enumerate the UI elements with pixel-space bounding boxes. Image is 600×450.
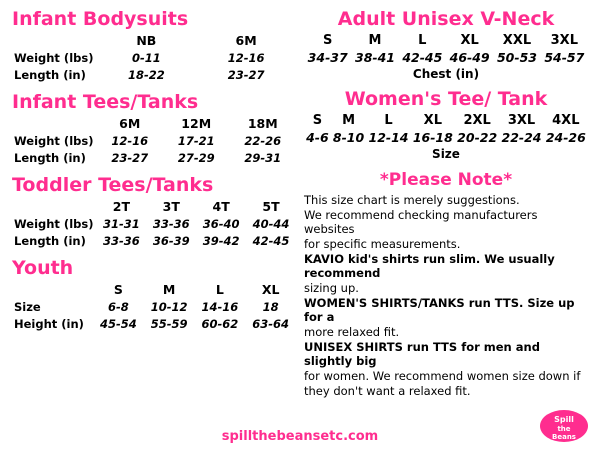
header-size: NB — [136, 33, 157, 49]
size-table-womens — [304, 112, 588, 146]
cell-value: 63-64 — [252, 317, 290, 332]
svg-text:the: the — [557, 425, 571, 433]
section-title: Toddler Tees/Tanks — [12, 173, 214, 196]
row-label: Weight (lbs) — [14, 134, 94, 149]
table-row — [12, 316, 296, 333]
header-size: 6M — [235, 33, 257, 49]
footer-website: spillthebeansetc.com — [221, 429, 379, 444]
cell-value: 20-22 — [457, 129, 498, 145]
cell-value: 42-45 — [402, 49, 443, 65]
cell-value: 42-45 — [252, 234, 290, 249]
cell-value: 14-16 — [201, 300, 239, 315]
header-size: S — [312, 112, 323, 128]
note-line: sizing up. — [304, 280, 359, 295]
row-label: Length (in) — [14, 151, 86, 166]
section-infant-tees-tanks — [12, 90, 296, 167]
table-caption: Size — [432, 146, 460, 161]
section-title: Women's Tee/ Tank — [344, 87, 548, 110]
table-header-row — [12, 198, 296, 216]
cell-value: 24-26 — [545, 129, 586, 145]
section-title: Adult Unisex V-Neck — [337, 8, 555, 30]
header-size: M — [342, 112, 356, 128]
row-label: Weight (lbs) — [14, 217, 94, 232]
note-line: We recommend checking manufacturers websites — [304, 207, 538, 236]
header-size: S — [113, 282, 123, 298]
note-line: they don't want a relaxed fit. — [304, 384, 471, 399]
cell-value: 33-36 — [103, 234, 140, 249]
header-size: 18M — [247, 116, 278, 132]
table-header-row — [304, 112, 588, 129]
table-header-row — [12, 32, 296, 50]
cell-value: 38-41 — [355, 49, 395, 65]
header-size: 12M — [181, 116, 212, 132]
header-blank — [12, 115, 96, 133]
header-blank — [12, 281, 93, 299]
cell-value: 18 — [262, 300, 279, 315]
section-infant-bodysuits — [12, 10, 296, 84]
cell-value: 12-16 — [111, 134, 149, 149]
section-title: Youth — [12, 256, 74, 279]
header-size: 3XL — [507, 112, 536, 128]
note-line: WOMEN'S SHIRTS/TANKS run TTS. Size up for a — [304, 295, 575, 324]
cell-value: 45-54 — [99, 317, 137, 332]
note-title: *Please Note* — [379, 169, 513, 190]
table-row — [304, 49, 588, 66]
table-row — [12, 216, 296, 233]
size-table-adult-unisex — [304, 32, 588, 66]
cell-value: 6-8 — [107, 300, 129, 315]
size-table-infant-tees-tanks — [12, 115, 296, 167]
header-size: XL — [423, 112, 442, 128]
cell-value: 31-31 — [103, 217, 140, 232]
cell-value: 18-22 — [127, 68, 165, 83]
note-line: more relaxed fit. — [304, 325, 400, 340]
header-size: 4T — [212, 199, 230, 215]
cell-value: 55-59 — [150, 317, 188, 332]
header-size: 3XL — [550, 32, 578, 48]
header-size: 4XL — [552, 112, 580, 128]
cell-value: 33-36 — [152, 217, 190, 232]
header-size: 2XL — [463, 112, 491, 128]
table-row — [12, 233, 296, 250]
cell-value: 23-27 — [227, 68, 265, 83]
row-label: Size — [14, 300, 41, 315]
cell-value: 36-40 — [202, 217, 240, 232]
header-blank — [12, 198, 96, 216]
table-row — [304, 129, 588, 146]
row-label: Weight (lbs) — [14, 51, 94, 66]
table-row — [12, 133, 296, 150]
section-title: Infant Bodysuits — [12, 8, 189, 30]
table-row — [12, 299, 296, 316]
cell-value: 34-37 — [307, 49, 348, 65]
note-line: for women. We recommend women size down if — [304, 369, 581, 384]
cell-value: 50-53 — [496, 49, 537, 65]
spill-the-beans-logo-icon — [538, 406, 590, 446]
header-blank — [12, 32, 96, 50]
cell-value: 0-11 — [131, 51, 161, 66]
table-row — [12, 67, 296, 84]
header-size: 5T — [262, 199, 280, 215]
table-header-row — [304, 32, 588, 49]
table-header-row — [12, 281, 296, 299]
cell-value: 22-24 — [501, 129, 542, 145]
header-size: M — [368, 32, 382, 48]
header-size: L — [215, 282, 224, 298]
cell-value: 12-16 — [227, 51, 265, 66]
cell-value: 17-21 — [177, 134, 215, 149]
table-row — [12, 50, 296, 67]
cell-value: 60-62 — [201, 317, 239, 332]
svg-text:Beans: Beans — [552, 433, 576, 441]
table-header-row — [12, 115, 296, 133]
note-line: UNISEX SHIRTS run TTS for men and slightly big — [304, 340, 540, 369]
size-table-toddler-tees-tanks — [12, 198, 296, 250]
section-womens-tee-tank — [304, 87, 588, 161]
cell-value: 23-27 — [111, 151, 149, 166]
cell-value: 12-14 — [368, 129, 409, 145]
header-size: XL — [261, 282, 280, 298]
cell-value: 10-12 — [150, 300, 188, 315]
left-column — [12, 10, 296, 450]
table-caption: Chest (in) — [412, 66, 480, 81]
section-title: Infant Tees/Tanks — [12, 90, 199, 113]
cell-value: 16-18 — [412, 129, 453, 145]
svg-text:Spill: Spill — [554, 415, 574, 424]
section-adult-unisex-vneck — [304, 10, 588, 81]
cell-value: 4-6 — [306, 129, 329, 145]
please-note-block — [304, 170, 588, 398]
header-size: S — [322, 32, 333, 48]
cell-value: 27-29 — [177, 151, 215, 166]
section-toddler-tees-tanks — [12, 173, 296, 250]
section-youth — [12, 256, 296, 333]
row-label: Length (in) — [14, 68, 86, 83]
header-size: XXL — [502, 32, 532, 48]
two-column-layout — [12, 10, 588, 450]
note-line: for specific measurements. — [304, 236, 461, 251]
cell-value: 8-10 — [332, 129, 365, 145]
size-table-youth — [12, 281, 296, 333]
note-line: KAVIO kid's shirts run slim. We usually recommend — [304, 251, 555, 280]
row-label: Length (in) — [14, 234, 86, 249]
note-line: This size chart is merely suggestions. — [304, 192, 520, 207]
header-size: 2T — [112, 199, 131, 215]
header-size: M — [162, 282, 176, 298]
size-table-infant-bodysuits — [12, 32, 296, 84]
right-column — [296, 10, 588, 450]
cell-value: 22-26 — [244, 134, 282, 149]
cell-value: 29-31 — [244, 151, 282, 166]
cell-value: 39-42 — [202, 234, 240, 249]
header-size: XL — [460, 32, 479, 48]
header-size: 6M — [119, 116, 141, 132]
row-label: Height (in) — [14, 317, 84, 332]
header-size: 3T — [162, 199, 180, 215]
header-size: L — [418, 32, 427, 48]
cell-value: 36-39 — [152, 234, 190, 249]
header-size: L — [384, 112, 393, 128]
cell-value: 54-57 — [544, 49, 585, 65]
table-row — [12, 150, 296, 167]
cell-value: 40-44 — [252, 217, 290, 232]
cell-value: 46-49 — [449, 49, 490, 65]
